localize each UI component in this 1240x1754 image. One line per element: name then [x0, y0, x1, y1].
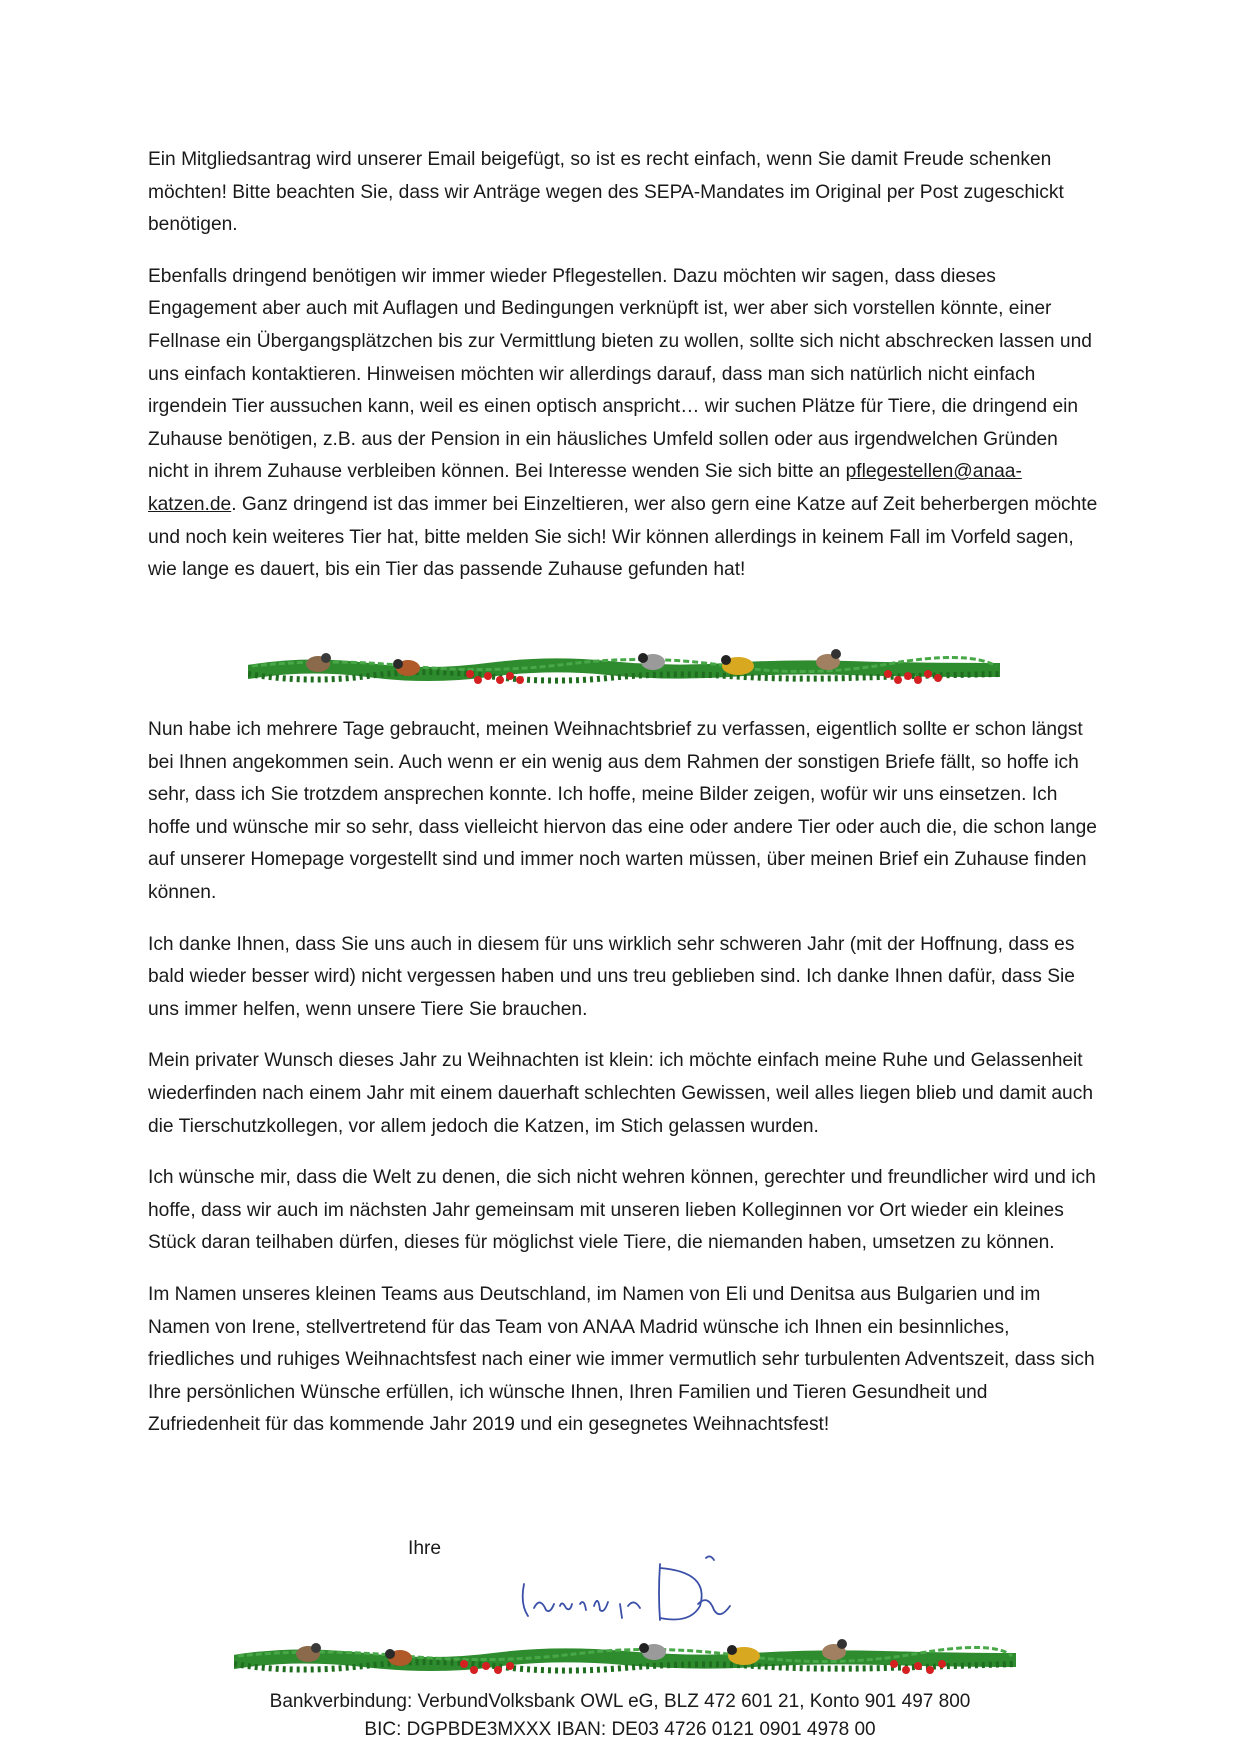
paragraph-foster-text-after: . Ganz dringend ist das immer bei Einzeltieren, wer also gern eine Katze auf Zeit beherbergen möchte und noch kein weiteres Tier hat, bitte melden Sie sich! Wir können allerdings in keinem Fall im Vorfeld sagen, wie lange es dauert, bis ein Tier das passende Zuhause gefunden hat! [148, 493, 1098, 581]
garland-branch-bottom [234, 1647, 1016, 1670]
christmas-garland-bottom [234, 1628, 1016, 1686]
paragraph-foster-homes [148, 261, 1100, 587]
christmas-garland-top [248, 640, 1000, 696]
footer-iban-line: BIC: DGPBDE3MXXX IBAN: DE03 4726 0121 0901 4978 00 [364, 1719, 876, 1740]
letter-body [148, 144, 1100, 606]
paragraph-christmas-letter: Nun habe ich mehrere Tage gebraucht, meinen Weihnachtsbrief zu verfassen, eigentlich sollte er schon längst bei Ihnen angekommen sein. Auch wenn er ein wenig aus dem Rahmen der sonstigen Briefe fällt, so hoffe ich sehr, dass ich Sie trotzdem ansprechen konnte. Ich hoffe, meine Bilder zeigen, wofür wir uns einsetzen. Ich hoffe und wünsche mir so sehr, dass vielleicht hiervon das eine oder andere Tier oder auch die, die schon lange auf unserer Homepage vorgestellt sind und immer noch warten müssen, über meinen Brief ein Zuhause finden können. [148, 719, 1097, 903]
paragraph-membership: Ein Mitgliedsantrag wird unserer Email beigefügt, so ist es recht einfach, wenn Sie damit Freude schenken möchten! Bitte beachten Sie, dass wir Anträge wegen des SEPA-Mandates im Original per Post zugeschickt benötigen. [148, 149, 1064, 236]
paragraph-world-wish: Ich wünsche mir, dass die Welt zu denen, die sich nicht wehren können, gerechter und freundlicher wird und ich hoffe, dass wir auch im nächsten Jahr gemeinsam mit unseren lieben Kolleginnen vor Ort wieder ein kleines Stück daran teilhaben dürfen, dieses für möglichst viele Tiere, die niemanden haben, umsetzen zu können. [148, 1167, 1096, 1254]
footer-bank-line: Bankverbindung: VerbundVolksbank OWL eG, BLZ 472 601 21, Konto 901 497 800 [269, 1691, 971, 1712]
bird-5-icon [816, 649, 841, 670]
letter-body-continued [148, 714, 1100, 1461]
signature-icon [510, 1544, 740, 1634]
closing-word: Ihre [408, 1538, 442, 1559]
paragraph-thanks: Ich danke Ihnen, dass Sie uns auch in diesem für uns wirklich sehr schweren Jahr (mit der Hoffnung, dass es bald wieder besser wird) nicht vergessen haben und uns treu geblieben sind. Ich danke Ihnen dafür, dass Sie uns immer helfen, wenn unsere Tiere Sie brauchen. [148, 933, 1075, 1020]
foster-email-link[interactable]: pflegestellen@anaa-katzen.de [148, 461, 1022, 515]
paragraph-private-wish: Mein privater Wunsch dieses Jahr zu Weihnachten ist klein: ich möchte einfach meine Ruhe und Gelassenheit wiederfinden nach einem Jahr mit einem dauerhaft schlechten Gewissen, weil alles liegen blieb und damit auch die Tierschutzkollegen, vor allem jedoch die Katzen, im Stich gelassen wurden. [148, 1050, 1093, 1137]
paragraph-foster-text-before: Ebenfalls dringend benötigen wir immer wieder Pflegestellen. Dazu möchten wir sagen, dass dieses Engagement aber auch mit Auflagen und Bedingungen verknüpft ist, wer aber sich vorstellen könnte, einer Fellnase ein Übergangsplätzchen bis zur Vermittlung bieten zu wollen, sollte sich nicht abschrecken lassen und uns einfach kontaktieren. Hinweisen möchten wir allerdings darauf, dass man sich natürlich nicht einfach irgendein Tier aussuchen kann, weil es einen optisch anspricht… wir suchen Plätze für Tiere, die dringend ein Zuhause benötigen, z.B. aus der Pension in ein häusliches Umfeld sollen oder aus irgendwelchen Gründen nicht in ihrem Zuhause verbleiben können. Bei Interesse wenden Sie sich bitte an [148, 265, 1092, 483]
bird-10-icon [822, 1639, 847, 1660]
paragraph-season-greetings: Im Namen unseres kleinen Teams aus Deutschland, im Namen von Eli und Denitsa aus Bulgarien und im Namen von Irene, stellvertretend für das Team von ANAA Madrid wünsche ich Ihnen ein besinnliches, friedliches und ruhiges Weihnachtsfest nach einer wie immer vermutlich sehr turbulenten Adventszeit, dass sich Ihre persönlichen Wünsche erfüllen, ich wünsche Ihnen, Ihren Familien und Tieren Gesundheit und Zufriedenheit für das kommende Jahr 2019 und ein gesegnetes Weihnachtsfest! [148, 1283, 1095, 1436]
